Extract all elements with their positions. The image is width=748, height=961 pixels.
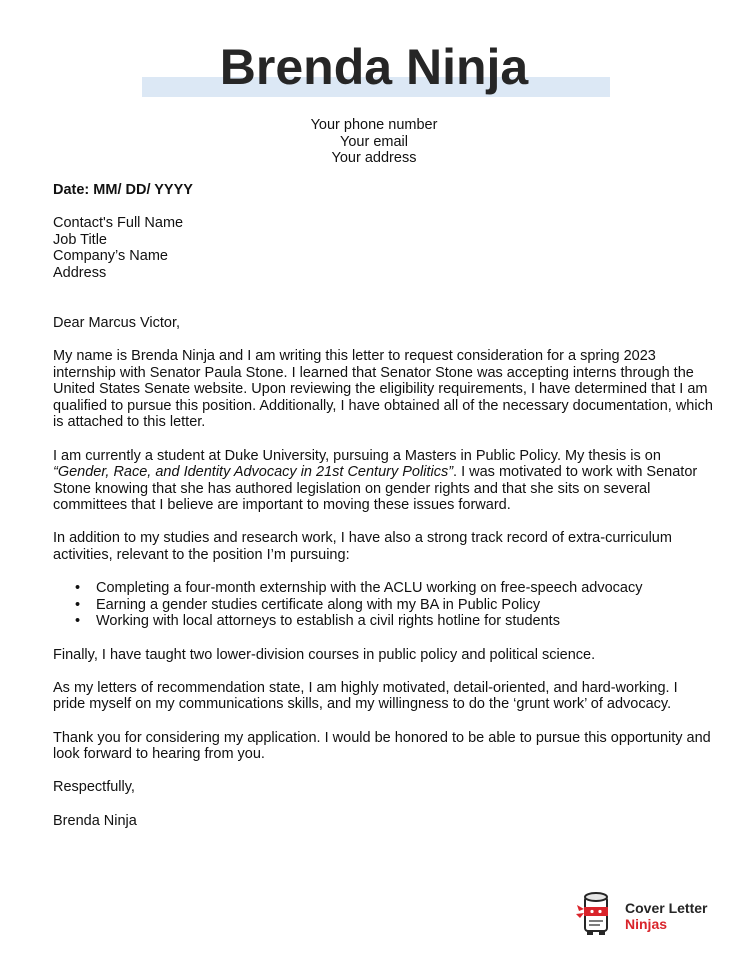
paragraph-education-start: I am currently a student at Duke University, pursuing a Masters in Public Policy. My thesis is on: [53, 447, 661, 464]
bullet-icon: •: [75, 596, 81, 613]
bullet-icon: •: [75, 613, 81, 630]
recipient-company: Company’s Name: [53, 248, 168, 265]
address-line: Your address: [331, 150, 417, 167]
paragraph-qualities: As my letters of recommendation state, I am highly motivated, detail-oriented, and hard-working. I pride myself on my communications skills, and my willingness to do the ‘grunt work’ of advocacy.: [53, 679, 678, 713]
list-item: • Working with local attorneys to establish a civil rights hotline for students: [75, 613, 560, 630]
recipient-job-title: Job Title: [53, 231, 107, 248]
recipient-full-name: Contact's Full Name: [53, 215, 184, 232]
signature: Brenda Ninja: [53, 812, 137, 829]
paragraph-education: [53, 448, 713, 514]
cover-letter-ninjas-logo: [576, 891, 726, 937]
logo-text: [625, 900, 707, 932]
activities-list: [53, 580, 713, 630]
recipient-address: Address: [53, 264, 107, 281]
paragraph-education-end: . I was motivated to work with Senator Stone knowing that she has authored legislation on gender rights and that she sits on several committees that I believe are important to moving these issues forward.: [53, 464, 698, 514]
letter-body: [53, 182, 713, 846]
ninja-mascot-icon: [576, 891, 618, 937]
list-item: • Completing a four-month externship with the ACLU working on free-speech advocacy: [75, 580, 643, 597]
applicant-name: Brenda Ninja: [219, 39, 529, 95]
date-line: Date: MM/ DD/ YYYY: [53, 182, 193, 198]
bullet-icon: •: [75, 580, 81, 597]
recipient-block: [53, 215, 713, 281]
email-line: Your email: [340, 133, 408, 150]
thesis-title: “Gender, Race, and Identity Advocacy in 21st Century Politics”: [53, 464, 454, 481]
paragraph-thanks: Thank you for considering my application. I would be honored to be able to pursue this opportunity and look forward to hearing from you.: [53, 729, 711, 763]
paragraph-activities: In addition to my studies and research work, I have also a strong track record of extra-curriculum activities, relevant to the position I’m pursuing:: [53, 530, 672, 564]
logo-line-2: Ninjas: [625, 916, 668, 932]
paragraph-intro: My name is Brenda Ninja and I am writing this letter to request consideration for a spring 2023 internship with Senator Paula Stone. I learned that Senator Stone was accepting interns through the United States Senate website. Upon reviewing the eligibility requirements, I have determined that I am qualified to pursue this position. Additionally, I have obtained all of the necessary documentation, which is attached to this letter.: [53, 347, 713, 431]
closing: Respectfully,: [53, 779, 135, 796]
paragraph-teaching: Finally, I have taught two lower-division courses in public policy and political science.: [53, 646, 596, 663]
phone-line: Your phone number: [310, 117, 438, 133]
salutation: Dear Marcus Victor,: [53, 314, 181, 331]
list-item: • Earning a gender studies certificate along with my BA in Public Policy: [75, 596, 541, 613]
logo-line-1: Cover Letter: [625, 900, 708, 916]
contact-info: [0, 117, 748, 167]
